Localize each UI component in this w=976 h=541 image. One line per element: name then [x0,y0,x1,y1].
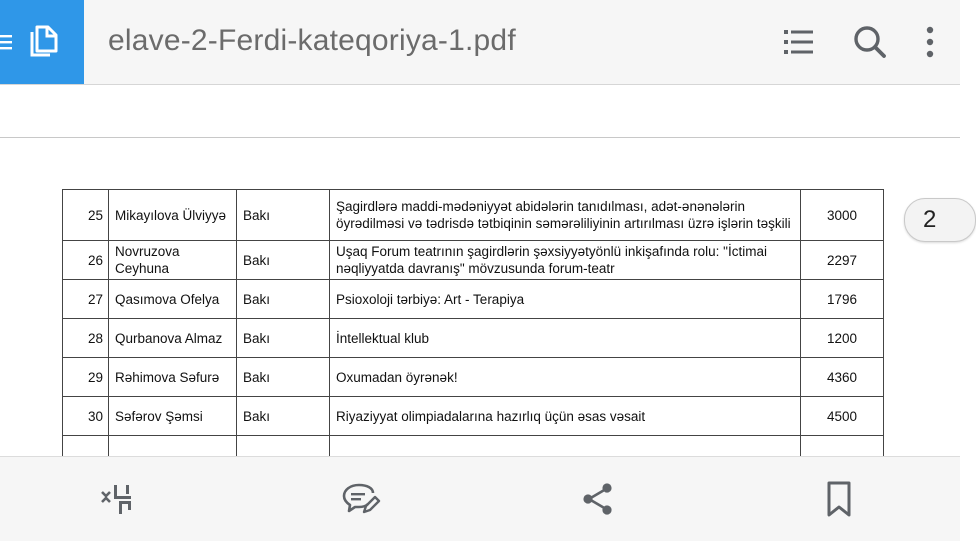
participant-city: Bakı [237,397,330,436]
row-number: 25 [63,190,109,241]
outline-icon[interactable] [778,22,818,62]
project-topic: Psioxoloji tərbiyə: Art - Terapiya [330,280,801,319]
participant-city: Bakı [237,190,330,241]
pdf-page-viewport[interactable] [0,85,960,456]
nav-drawer-button[interactable] [0,0,84,84]
row-number: 28 [63,319,109,358]
row-number: 26 [63,241,109,280]
participant-name: Səfərov Şəmsi [109,397,237,436]
bottom-toolbar [0,456,960,541]
participant-city: Bakı [237,280,330,319]
share-icon[interactable] [578,479,618,519]
participant-name: Novruzova Ceyhuna [109,241,237,280]
comment-icon[interactable] [340,479,380,519]
page-number: 2 [923,206,937,233]
more-vert-icon[interactable] [910,22,950,62]
participant-city: Bakı [237,241,330,280]
bookmark-icon[interactable] [819,479,859,519]
document-title: elave-2-Ferdi-kateqoriya-1.pdf [108,24,516,57]
amount: 1796 [801,280,884,319]
amount: 4360 [801,358,884,397]
project-topic: Şagirdlərə maddi-mədəniyyət abidələrin tanıdılması, adət-ənənələrin öyrədilməsi və tədrisdə tətbiqinin səmərəliliyinin artırılması üzrə işlərin təşkili [330,190,801,241]
project-topic: Oxumadan öyrənək! [330,358,801,397]
table-row [63,358,884,397]
menu-icon [0,34,14,50]
amount: 4500 [801,397,884,436]
page-separator [0,137,960,138]
project-topic: İntellektual klub [330,319,801,358]
document-icon [26,24,60,60]
participants-table [62,189,884,476]
row-number: 27 [63,280,109,319]
table-row [63,319,884,358]
page-number-indicator[interactable] [904,198,976,242]
amount: 2297 [801,241,884,280]
row-number: 30 [63,397,109,436]
participant-name: Rəhimova Səfurə [109,358,237,397]
participant-name: Mikayılova Ülviyyə [109,190,237,241]
table-row [63,190,884,241]
participant-city: Bakı [237,319,330,358]
amount: 1200 [801,319,884,358]
search-icon[interactable] [850,22,890,62]
table-row [63,397,884,436]
participant-name: Qasımova Ofelya [109,280,237,319]
participant-city: Bakı [237,358,330,397]
table-row [63,280,884,319]
amount: 3000 [801,190,884,241]
participant-name: Qurbanova Almaz [109,319,237,358]
project-topic: Uşaq Forum teatrının şagirdlərin şəxsiyyətyönlü inkişafında rolu: "İctimai nəqliyyatda davranış" mövzusunda forum-teatr [330,241,801,280]
row-number: 29 [63,358,109,397]
project-topic: Riyaziyyat olimpiadalarına hazırlıq üçün əsas vəsait [330,397,801,436]
table-row [63,241,884,280]
reflow-icon[interactable] [98,479,138,519]
top-app-bar [0,0,960,85]
